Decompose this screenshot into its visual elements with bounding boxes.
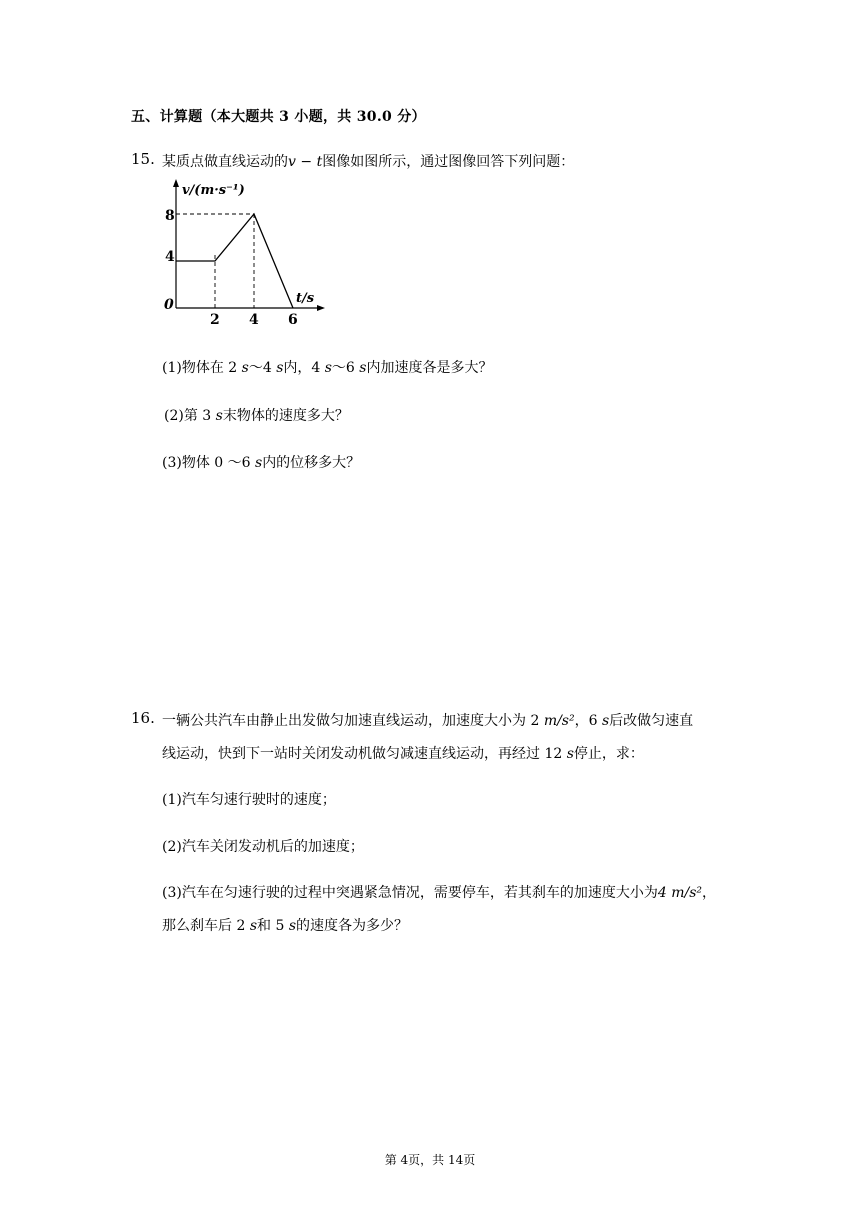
q15-stem-text-b: 图像如图所示，通过图像回答下列问题： xyxy=(322,154,575,170)
q16-sub3-line1 xyxy=(162,882,716,902)
y-tick-4: 4 xyxy=(165,249,175,265)
q15-sub3-b: 内的位移多大？ xyxy=(262,455,361,471)
q15-sub3-s: s xyxy=(255,455,263,471)
q15-stem xyxy=(162,151,574,171)
y-axis-label: v/(m·s⁻¹) xyxy=(182,183,245,198)
q15-sub1-s2: s xyxy=(276,360,284,376)
vt-graph xyxy=(160,176,340,326)
q16-l1-unit: m/s² xyxy=(543,713,575,729)
q15-sub1 xyxy=(162,357,492,377)
y-axis-arrow xyxy=(173,179,179,187)
q15-minus: − xyxy=(295,154,317,170)
q15-sub1-s4: s xyxy=(359,360,367,376)
q16-l1-b: ，6 xyxy=(574,713,602,729)
x-tick-4: 4 xyxy=(249,312,259,326)
q16-sub1: (1)汽车匀速行驶时的速度； xyxy=(162,792,336,808)
q15-sub1-s1: s xyxy=(241,360,249,376)
q15-number: 15. xyxy=(131,150,155,168)
q16-sub3-e: 的速度各为多少？ xyxy=(296,918,408,934)
q15-sub1-c: 内，4 xyxy=(283,360,325,376)
q15-sub1-b: ～4 xyxy=(248,360,277,376)
q15-sub1-a: (1)物体在 2 xyxy=(162,360,242,376)
q15-sub2 xyxy=(164,405,349,425)
q16-sub2: (2)汽车关闭发动机后的加速度； xyxy=(162,839,364,855)
q15-var-t: t xyxy=(316,154,323,170)
y-tick-8: 8 xyxy=(165,208,175,224)
q16-l1-c: 后改做匀速直 xyxy=(609,713,694,729)
section-title: 五、计算题（本大题共 3 小题，共 30.0 分） xyxy=(131,109,426,125)
q16-sub3-unit: 4 m/s² xyxy=(657,885,702,901)
q16-line2 xyxy=(162,743,644,763)
q16-line1 xyxy=(162,710,693,730)
x-tick-2: 2 xyxy=(210,312,220,326)
page-footer: 第 4页，共 14页 xyxy=(384,1153,476,1167)
q15-sub2-s: s xyxy=(215,408,223,424)
q16-sub3-b: ， xyxy=(702,885,716,901)
x-axis-arrow xyxy=(317,305,325,311)
q15-sub1-e: 内加速度各是多大？ xyxy=(366,360,493,376)
q16-l1-s: s xyxy=(601,713,610,729)
q16-sub3-d: 和 5 xyxy=(257,918,289,934)
origin-label: 0 xyxy=(164,297,174,313)
q15-stem-text-a: 某质点做直线运动的 xyxy=(162,154,288,170)
q16-sub3-line2 xyxy=(162,915,408,935)
velocity-line xyxy=(176,214,293,308)
x-axis-label: t/s xyxy=(296,291,315,306)
q16-number: 16. xyxy=(131,709,155,727)
q15-sub2-a: (2)第 3 xyxy=(164,408,216,424)
x-tick-6: 6 xyxy=(288,312,298,326)
q16-l2-b: 停止，求： xyxy=(573,746,644,762)
q16-sub3-c: 那么刹车后 2 xyxy=(162,918,250,934)
q15-sub1-s3: s xyxy=(324,360,332,376)
q15-var-v: v xyxy=(288,154,296,170)
q16-sub3-a: (3)汽车在匀速行驶的过程中突遇紧急情况，需要停车，若其刹车的加速度大小为 xyxy=(162,885,658,901)
q16-l2-s: s xyxy=(566,746,574,762)
q16-l1-a: 一辆公共汽车由静止出发做匀加速直线运动，加速度大小为 2 xyxy=(162,713,544,729)
q16-sub3-s1: s xyxy=(249,918,257,934)
q16-sub3-s2: s xyxy=(288,918,296,934)
q15-sub3 xyxy=(162,452,360,472)
q15-sub2-b: 末物体的速度多大？ xyxy=(222,408,349,424)
q15-sub1-d: ～6 xyxy=(331,360,360,376)
q16-l2-a: 线运动，快到下一站时关闭发动机做匀减速直线运动，再经过 12 xyxy=(162,746,567,762)
q15-sub3-a: (3)物体 0 ～6 xyxy=(162,455,255,471)
